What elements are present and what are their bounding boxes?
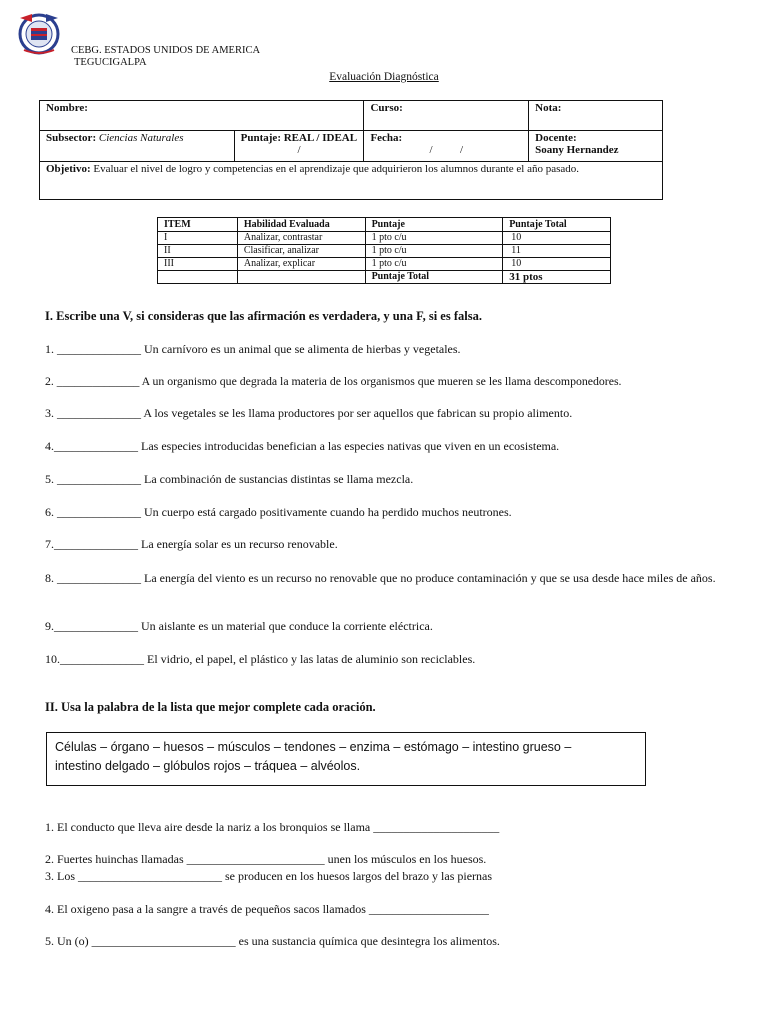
- word-list-line-1: Células – órgano – huesos – músculos – tendones – enzima – estómago – intestino grueso –: [55, 740, 572, 754]
- sentence-1: 1. El conducto que lleva aire desde la nariz a los bronquios se llama _____________________: [45, 820, 500, 834]
- page-title: Evaluación Diagnóstica: [329, 71, 439, 83]
- question-2: 2. ______________ A un organismo que degrada la materia de los organismos que mueren se les llama descomponedores.: [45, 374, 622, 388]
- question-8: 8. ______________ La energía del viento es un recurso no renovable que no produce contaminación y que se usa desde hace miles de años.: [45, 571, 716, 585]
- col-header-habilidad: Habilidad Evaluada: [237, 218, 365, 232]
- sentence-3: 3. Los ________________________ se producen en los huesos largos del brazo y las piernas: [45, 869, 493, 883]
- question-9: 9.______________ Un aislante es un material que conduce la corriente eléctrica.: [45, 619, 433, 633]
- school-line-1: CEBG. ESTADOS UNIDOS DE AMERICA: [71, 45, 261, 56]
- question-6: 6. ______________ Un cuerpo está cargado positivamente cuando ha perdido muchos neutrones.: [45, 505, 512, 519]
- nombre-cell[interactable]: Nombre:: [40, 101, 364, 131]
- word-list-line-2: intestino delgado – glóbulos rojos – tráquea – alvéolos.: [55, 759, 361, 773]
- question-7: 7.______________ La energía solar es un recurso renovable.: [45, 537, 338, 551]
- table-row: III Analizar, explicar 1 pto c/u 10: [158, 258, 611, 271]
- curso-cell[interactable]: Curso:: [364, 101, 529, 131]
- table-row: I Analizar, contrastar 1 pto c/u 10: [158, 232, 611, 245]
- question-1: 1. ______________ Un carnívoro es un animal que se alimenta de hierbas y vegetales.: [45, 342, 461, 356]
- sentence-4: 4. El oxigeno pasa a la sangre a través de pequeños sacos llamados ____________________: [45, 902, 489, 916]
- objetivo-cell: Objetivo: Evaluar el nivel de logro y competencias en el aprendizaje que adquirieron los alumnos durante el año pasado.: [40, 162, 663, 200]
- sentence-2: 2. Fuertes huinchas llamadas _______________________ unen los músculos en los huesos.: [45, 852, 487, 866]
- word-list-box: [46, 732, 646, 786]
- puntaje-cell[interactable]: Puntaje: REAL / IDEAL /: [234, 131, 364, 162]
- col-header-puntaje: Puntaje: [365, 218, 503, 232]
- table-row: II Clasificar, analizar 1 pto c/u 11: [158, 245, 611, 258]
- question-3: 3. ______________ A los vegetales se les llama productores por ser aquellos que fabrican su propio alimento.: [45, 406, 573, 420]
- docente-cell: Docente: Soany Hernandez: [529, 131, 663, 162]
- col-header-total: Puntaje Total: [503, 218, 611, 232]
- school-line-2: TEGUCIGALPA: [74, 57, 147, 68]
- subsector-cell: Subsector: Ciencias Naturales: [40, 131, 235, 162]
- question-4: 4.______________ Las especies introducidas benefician a las especies nativas que viven en un ecosistema.: [45, 439, 560, 453]
- section-2-title: II. Usa la palabra de la lista que mejor complete cada oración.: [45, 700, 376, 714]
- nota-cell[interactable]: Nota:: [529, 101, 663, 131]
- school-crest-icon: [14, 10, 64, 56]
- sentence-5: 5. Un (o) ________________________ es una sustancia química que desintegra los alimentos.: [45, 934, 500, 948]
- question-10: 10.______________ El vidrio, el papel, el plástico y las latas de aluminio son reciclables.: [45, 652, 476, 666]
- school-name: [71, 45, 260, 69]
- question-5: 5. ______________ La combinación de sustancias distintas se llama mezcla.: [45, 472, 414, 486]
- col-header-item: ITEM: [158, 218, 238, 232]
- section-1-title: I. Escribe una V, si consideras que las afirmación es verdadera, y una F, si es falsa.: [45, 309, 482, 323]
- items-score-table: [157, 217, 611, 284]
- fecha-cell[interactable]: Fecha: / /: [364, 131, 529, 162]
- student-info-table: [39, 100, 663, 200]
- table-total-row: Puntaje Total 31 ptos: [158, 271, 611, 284]
